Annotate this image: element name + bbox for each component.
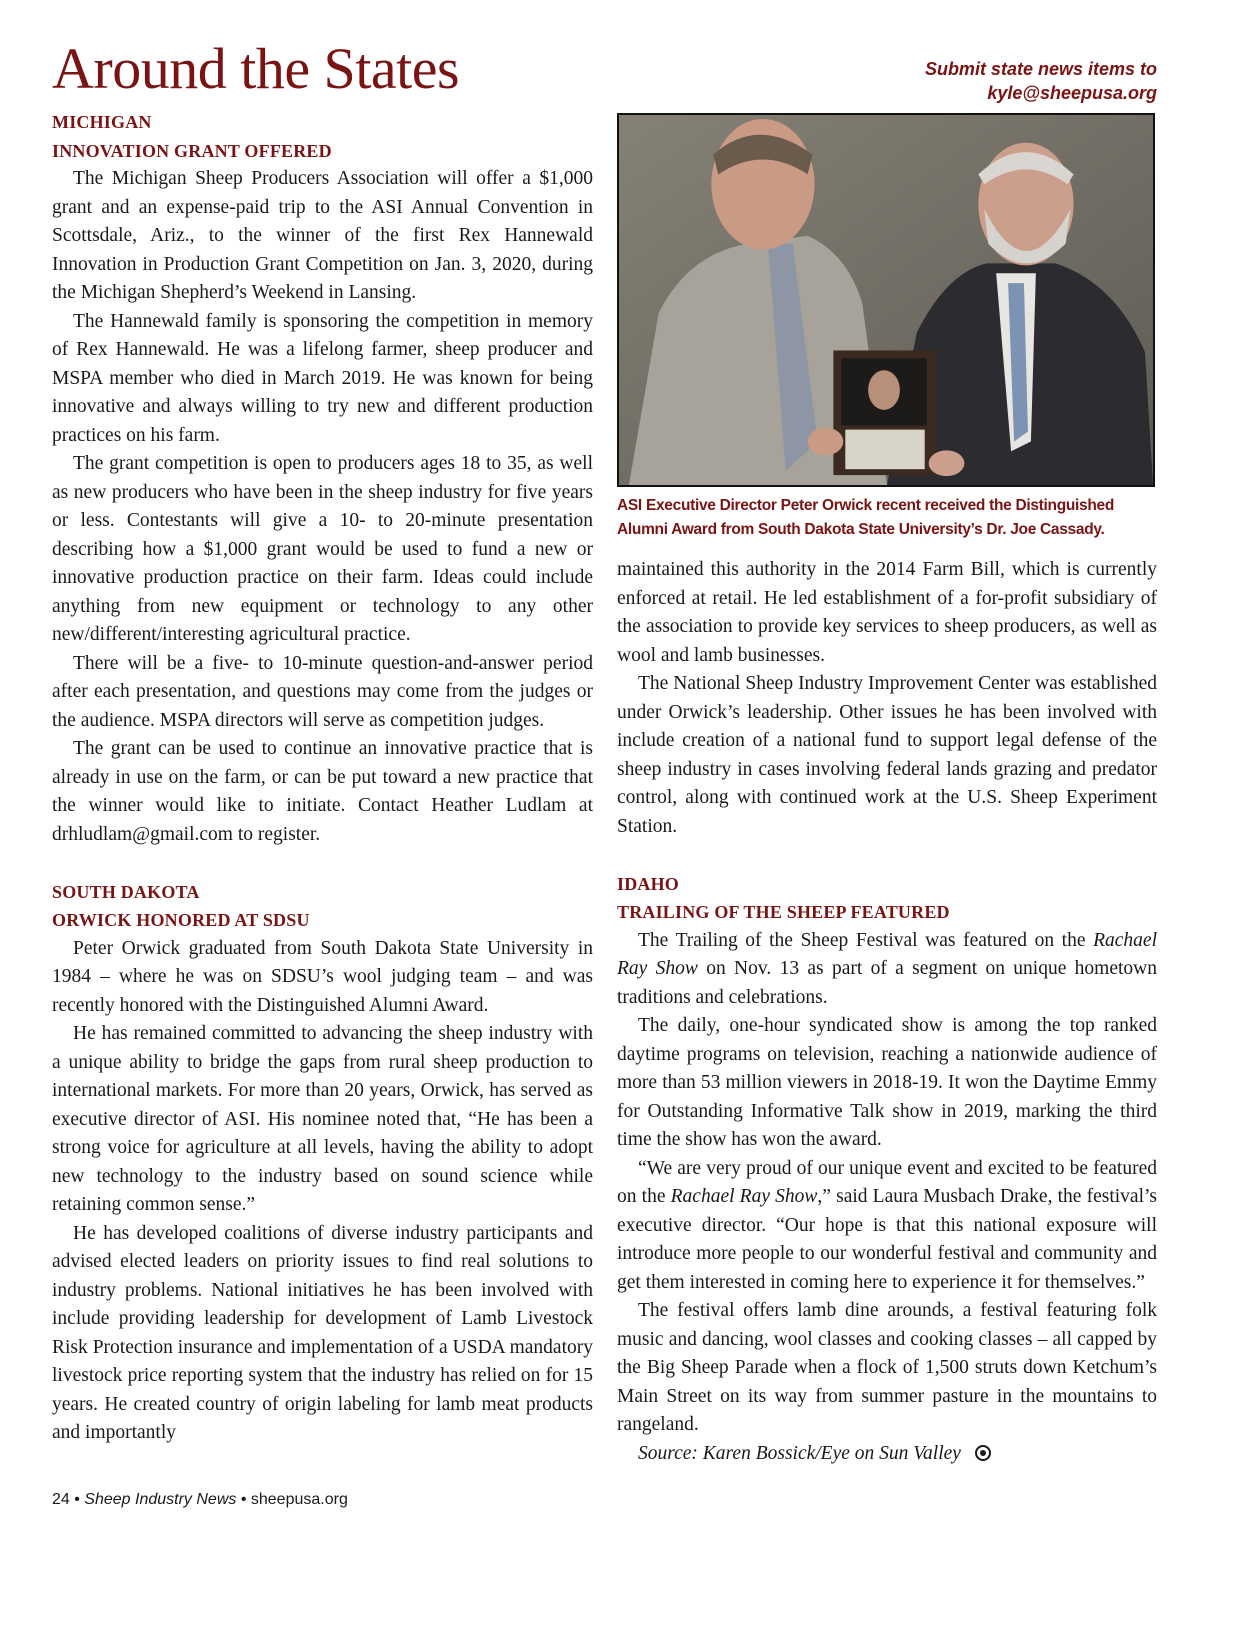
article-paragraph: He has developed coalitions of diverse industry participants and advised elected leaders on priority issues to find real solutions to industry problems. National initiatives he has been involved with include providing leadership for development of Lamb Livestock Risk Protection insurance and implementation of a USDA mandatory livestock price reporting system that the industry has relied on for 15 years. He created country of origin labeling for lamb meat products and importantly bbox=[52, 1222, 593, 1443]
page-title: Around the States bbox=[52, 36, 460, 101]
right-column bbox=[617, 556, 1157, 1468]
submit-email: kyle@sheepusa.org bbox=[987, 83, 1157, 103]
article-paragraph: The festival offers lamb dine arounds, a festival featuring folk music and dancing, wool classes and cooking classes – all capped by the Big Sheep Parade when a flock of 1,500 struts down Ketchum’s Main Street on its way from summer pasture in the mountains to rangeland. bbox=[617, 1300, 1157, 1435]
page-footer: 24 • Sheep Industry News • sheepusa.org bbox=[52, 1491, 348, 1508]
show-title: Rachael Ray Show bbox=[617, 929, 1157, 979]
article-paragraph: Peter Orwick graduated from South Dakota State University in 1984 – where he was on SDSU’s wool judging team – and was recently honored with the Distinguished Alumni Award. bbox=[52, 937, 593, 1016]
paragraph-text: The Trailing of the Sheep Festival was featured on the bbox=[638, 929, 1094, 951]
idaho-headline: TRAILING OF THE SHEEP FEATURED bbox=[617, 902, 950, 922]
end-of-article-icon bbox=[975, 1445, 991, 1461]
page-number: 24 bbox=[52, 1491, 70, 1508]
submit-note-text: Submit state news items to bbox=[924, 59, 1157, 79]
south-dakota-state-label: SOUTH DAKOTA bbox=[52, 881, 200, 902]
paragraph-text: on Nov. 13 as part of a segment on unique hometown traditions and celebrations. bbox=[617, 958, 1158, 1008]
show-title: Rachael Ray Show bbox=[670, 1186, 818, 1207]
article-paragraph: The daily, one-hour syndicated show is among the top ranked daytime programs on television, reaching a nationwide audience of more than 53 million viewers in 2018-19. It won the Daytime Emmy for Outstanding Informative Talk show in 2019, marking the third time the show has won the award. bbox=[617, 1015, 1157, 1150]
article-paragraph: There will be a five- to 10-minute question-and-answer period after each presentation, and questions may come from the judges or the audience. MSPA directors will serve as competition judges. bbox=[52, 652, 593, 731]
article-paragraph: The Hannewald family is sponsoring the competition in memory of Rex Hannewald. He was a lifelong farmer, sheep producer and MSPA member who died in March 2019. He was known for being innovative and always willing to try new and different production practices on his farm. bbox=[52, 310, 593, 446]
article-paragraph: The grant can be used to continue an innovative practice that is already in use on the farm, or can be put toward a new practice that the winner would like to initiate. Contact Heather Ludlam at drhludlam@gmail.com to register. bbox=[52, 738, 593, 845]
paragraph-text: ,” said Laura Musbach Drake, the festival’s executive director. “Our hope is that this national exposure will introduce more people to our wonderful festival and community and get them interested in coming here to experience it for themselves.” bbox=[617, 1186, 1157, 1293]
article-paragraph bbox=[617, 1155, 1157, 1298]
michigan-headline: INNOVATION GRANT OFFERED bbox=[52, 140, 332, 161]
article-paragraph: The Michigan Sheep Producers Association will offer a $1,000 grant and an expense-paid trip to the ASI Annual Convention in Scottsdale, Ariz., to the winner of the first Rex Hannewald Innovation in Production Grant Competition on Jan. 3, 2020, during the Michigan Shepherd’s Weekend in Lansing. bbox=[52, 168, 593, 303]
michigan-state-label: MICHIGAN bbox=[52, 112, 152, 132]
paragraph-text: “We are very proud of our unique event and excited to be featured on the bbox=[617, 1157, 1157, 1207]
footer-website: sheepusa.org bbox=[250, 1491, 348, 1508]
left-column bbox=[52, 108, 593, 1448]
article-paragraph: The grant competition is open to producers ages 18 to 35, as well as new producers who have been in the sheep industry for five years or less. Contestants will give a 10- to 20-minute presentation describing how a $1,000 grant would be used to fund a new or innovative production practice on their farm. Ideas could include anything from new equipment or technology to any other new/different/interesting agricultural practice. bbox=[52, 453, 593, 645]
award-photo-image bbox=[619, 115, 1153, 485]
photo-caption: ASI Executive Director Peter Orwick recent received the Distinguished Alumni Award from South Dakota State University’s Dr. Joe Cassady. bbox=[617, 497, 1115, 538]
article-paragraph: The National Sheep Industry Improvement Center was established under Orwick’s leadership. Other issues he has been involved with include creation of a national fund to support legal defense of the sheep industry in cases involving federal lands grazing and predator control, along with continued work at the U.S. Sheep Experiment Station. bbox=[617, 673, 1157, 837]
source-text: Source: Karen Bossick/Eye on Sun Valley bbox=[638, 1442, 961, 1464]
publication-name: Sheep Industry News bbox=[84, 1491, 237, 1508]
source-credit bbox=[617, 1440, 1157, 1469]
submit-note bbox=[925, 57, 1157, 105]
south-dakota-headline: ORWICK HONORED AT SDSU bbox=[52, 910, 310, 930]
article-paragraph: He has remained committed to advancing the sheep industry with a unique ability to bridge the gaps from rural sheep production to international markets. For more than 20 years, Orwick, has served as executive director of ASI. His nominee noted that, “He has been a strong voice for agriculture at all levels, having the ability to adopt new technology to the industry based on sound science while retaining common sense.” bbox=[52, 1023, 593, 1215]
award-photo bbox=[617, 113, 1155, 487]
idaho-state-label: IDAHO bbox=[617, 873, 680, 894]
article-paragraph bbox=[617, 927, 1157, 1013]
article-paragraph: maintained this authority in the 2014 Farm Bill, which is currently enforced at retail. He led establishment of a for-profit subsidiary of the association to provide key services to sheep producers, as well as wool and lamb businesses. bbox=[617, 559, 1157, 666]
